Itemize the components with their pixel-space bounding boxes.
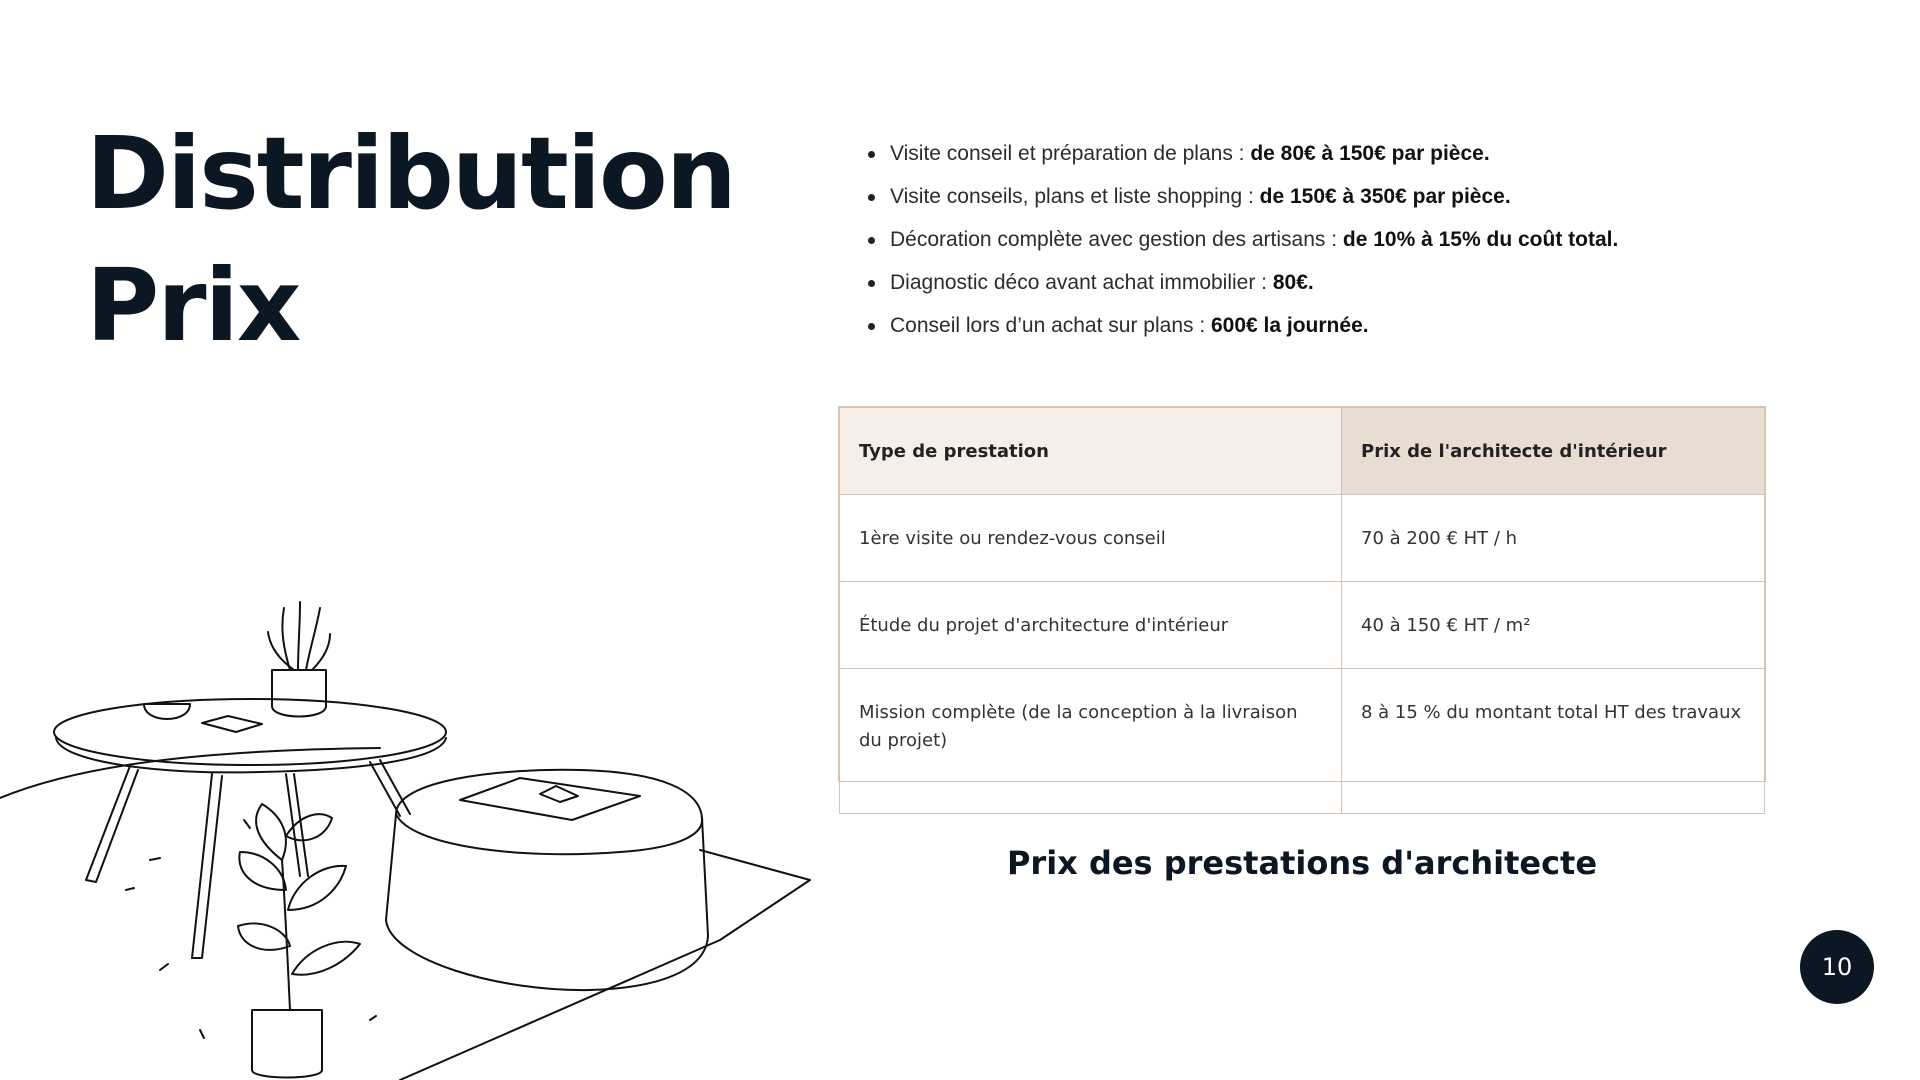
bullet-item: Conseil lors d’un achat sur plans : 600€ la journée. [866,304,1618,347]
price-bullet-list [866,132,1618,347]
furniture-illustration [0,590,820,1080]
bullet-item: Décoration complète avec gestion des artisans : de 10% à 15% du coût total. [866,218,1618,261]
page-number-badge: 10 [1800,930,1874,1004]
title-line-2: Prix [86,247,300,364]
table-cell: Étude du projet d'architecture d'intérieur [840,582,1342,669]
table-cell: 70 à 200 € HT / h [1342,495,1765,582]
table-cell: 1ère visite ou rendez-vous conseil [840,495,1342,582]
bullet-item: Visite conseil et préparation de plans : de 80€ à 150€ par pièce. [866,132,1618,175]
table-cell: Mission complète (de la conception à la livraison du projet) [840,669,1342,814]
table-cell: 40 à 150 € HT / m² [1342,582,1765,669]
bullet-item: Visite conseils, plans et liste shopping : de 150€ à 350€ par pièce. [866,175,1618,218]
table-header-price: Prix de l'architecte d'intérieur [1342,408,1765,495]
table-cell: 8 à 15 % du montant total HT des travaux [1342,669,1765,814]
bullet-item: Diagnostic déco avant achat immobilier : 80€. [866,261,1618,304]
table-row [840,582,1765,669]
pricing-table [838,406,1766,782]
table-header-row [840,408,1765,495]
table-row [840,669,1765,814]
table-header-type: Type de prestation [840,408,1342,495]
table-row [840,495,1765,582]
slide-title [86,108,735,372]
table-caption: Prix des prestations d'architecte [1006,844,1598,882]
title-line-1: Distribution [86,115,735,232]
